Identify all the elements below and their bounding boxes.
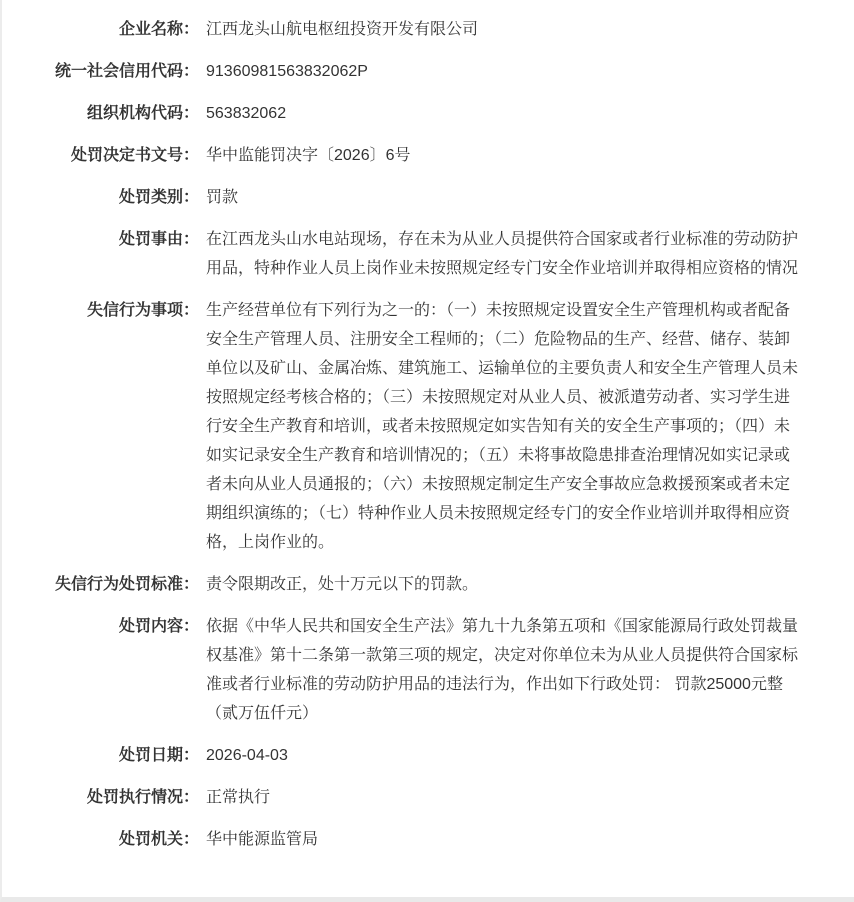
field-value-execution-status: 正常执行 <box>206 789 271 806</box>
field-label-penalty-reason: 处罚事由： <box>118 231 199 248</box>
field-label-penalty-standard: 失信行为处罚标准： <box>54 576 199 593</box>
field-label-penalty-content: 处罚内容： <box>118 618 199 635</box>
field-value-penalty-reason: 在江西龙头山水电站现场，存在未为从业人员提供符合国家或者行业标准的劳动防护用品，特种作业人员上岗作业未按照规定经专门安全作业培训并取得相应资格的情况 <box>206 231 799 277</box>
field-label-execution-status: 处罚执行情况： <box>86 789 199 806</box>
field-value-decision-doc-no: 华中监能罚决字〔2026〕6号 <box>206 147 411 164</box>
field-label-org-code: 组织机构代码： <box>86 105 199 122</box>
field-value-penalty-type: 罚款 <box>206 189 239 206</box>
field-value-penalty-standard: 责令限期改正，处十万元以下的罚款。 <box>206 576 479 593</box>
field-row-execution-status <box>2 783 804 812</box>
field-label-credit-code: 统一社会信用代码： <box>54 63 199 80</box>
field-value-penalty-authority: 华中能源监管局 <box>206 831 319 848</box>
field-label-dishonest-behavior: 失信行为事项： <box>86 302 199 319</box>
field-row-decision-doc-no <box>2 141 804 170</box>
field-label-penalty-date: 处罚日期： <box>118 747 199 764</box>
field-row-company-name <box>2 15 804 44</box>
field-row-penalty-reason <box>2 225 804 283</box>
field-row-penalty-date <box>2 741 804 770</box>
field-label-penalty-authority: 处罚机关： <box>118 831 199 848</box>
field-row-credit-code <box>2 57 804 86</box>
field-value-penalty-content: 依据《中华人民共和国安全生产法》第九十九条第五项和《国家能源局行政处罚裁量权基准》第十二条第一款第三项的规定，决定对你单位未为从业人员提供符合国家标准或者行业标准的劳动防护用品的违法行为，作出如下行政处罚： 罚款25000元整 （贰万伍仟元） <box>206 618 799 722</box>
field-label-decision-doc-no: 处罚决定书文号： <box>70 147 199 164</box>
field-label-penalty-type: 处罚类别： <box>118 189 199 206</box>
field-value-org-code: 563832062 <box>206 105 287 122</box>
field-label-company-name: 企业名称： <box>118 21 199 38</box>
field-value-credit-code: 91360981563832062P <box>206 63 368 80</box>
field-row-dishonest-behavior <box>2 296 804 557</box>
field-row-penalty-type <box>2 183 804 212</box>
field-value-company-name: 江西龙头山航电枢纽投资开发有限公司 <box>206 21 479 38</box>
field-row-penalty-authority <box>2 825 804 854</box>
field-row-org-code <box>2 99 804 128</box>
field-row-penalty-standard <box>2 570 804 599</box>
field-value-dishonest-behavior: 生产经营单位有下列行为之一的：（一）未按照规定设置安全生产管理机构或者配备安全生产管理人员、注册安全工程师的；（二）危险物品的生产、经营、储存、装卸单位以及矿山、金属冶炼、建筑施工、运输单位的主要负责人和安全生产管理人员未按照规定经考核合格的；（三）未按照规定对从业人员、被派遣劳动者、实习学生进行安全生产教育和培训，或者未按照规定如实告知有关的安全生产事项的；（四）未如实记录安全生产教育和培训情况的；（五）未将事故隐患排查治理情况如实记录或者未向从业人员通报的；（六）未按照规定制定生产安全事故应急救援预案或者未定期组织演练的；（七）特种作业人员未按照规定经专门的安全作业培训并取得相应资格，上岗作业的。 <box>206 302 799 551</box>
field-value-penalty-date: 2026-04-03 <box>206 747 288 764</box>
field-row-penalty-content <box>2 612 804 728</box>
